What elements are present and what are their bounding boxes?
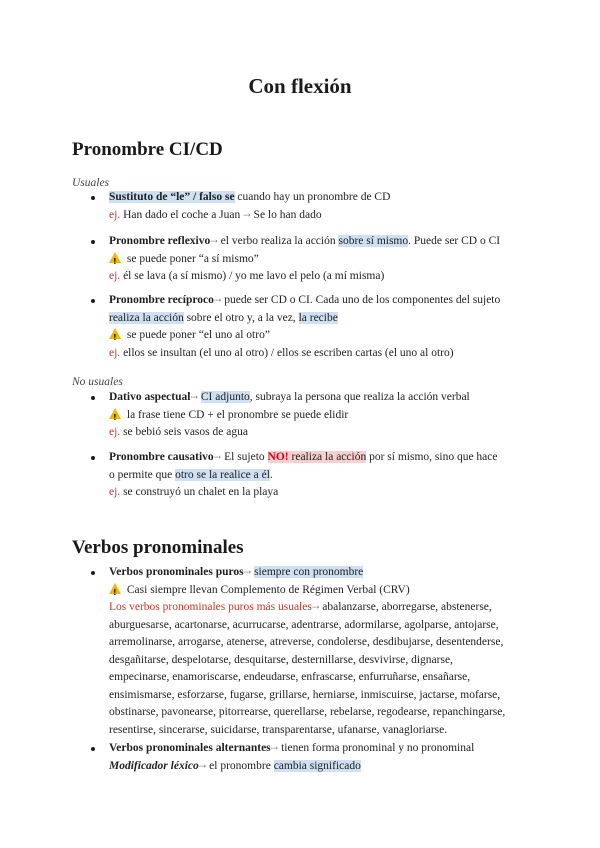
term: Pronombre recíproco bbox=[109, 294, 214, 306]
subheading-no-usuales: No usuales bbox=[72, 376, 123, 388]
text: . Puede ser CD o CI bbox=[408, 235, 501, 247]
term: Modificador léxico bbox=[109, 759, 199, 772]
example-label: ej. bbox=[109, 346, 121, 359]
arrow-icon: ⇢ bbox=[243, 209, 251, 220]
term: Verbos pronominales puros bbox=[109, 566, 244, 578]
example-text: él se lava (a sí mismo) / yo me lavo el pelo (a mí misma) bbox=[120, 270, 385, 282]
text: El sujeto bbox=[221, 451, 268, 463]
highlight: siempre con pronombre bbox=[254, 566, 364, 578]
arrow-icon: ⇢ bbox=[213, 452, 222, 462]
highlight: la recibe bbox=[298, 311, 338, 324]
warning-icon bbox=[109, 328, 121, 339]
text: cuando hay un pronombre de CD bbox=[234, 191, 391, 203]
list-item bbox=[109, 189, 529, 224]
list-item bbox=[109, 564, 529, 739]
warning-icon bbox=[109, 408, 121, 419]
example-label: ej. bbox=[109, 270, 121, 282]
bullet bbox=[91, 196, 95, 200]
term: Pronombre reflexivo bbox=[109, 235, 211, 247]
bullet bbox=[91, 456, 95, 460]
highlight-red: realiza la acción bbox=[288, 451, 367, 463]
verb-list-line: ensimismarse, esforzarse, fugarse, grillarse, herniarse, inmiscuirse, jactarse, mofarse, bbox=[109, 688, 501, 701]
verb-list-line: empecinarse, enamoriscarse, endeudarse, enfrascarse, enfurruñarse, ensañarse, bbox=[109, 671, 471, 683]
text: o permite que bbox=[109, 468, 176, 481]
arrow-icon: ⇢ bbox=[243, 567, 252, 577]
text: por sí mismo, sino que hace bbox=[366, 451, 498, 463]
warning-icon bbox=[109, 583, 121, 594]
arrow-icon: ⇢ bbox=[210, 236, 218, 246]
arrow-icon: ⇢ bbox=[213, 295, 222, 305]
warning-text: Casi siempre llevan Complemento de Régimen Verbal (CRV) bbox=[124, 583, 410, 596]
example-label: ej. bbox=[109, 486, 121, 498]
term: Sustituto de “le” / falso se bbox=[109, 191, 235, 203]
example-text: se bebió seis vasos de agua bbox=[120, 426, 248, 438]
example-text: ellos se insultan (el uno al otro) / ellos se escriben cartas (el uno al otro) bbox=[120, 346, 454, 359]
term: Pronombre causativo bbox=[109, 451, 214, 463]
highlight: cambia significado bbox=[273, 759, 361, 772]
warning-text: la frase tiene CD + el pronombre se puede elidir bbox=[124, 408, 349, 421]
bullet bbox=[91, 396, 95, 400]
red-label: Los verbos pronominales puros más usuales bbox=[109, 601, 312, 613]
example-label: ej. bbox=[109, 208, 121, 221]
verb-list-line: arremolinarse, arrogarse, atenerse, atreverse, condolerse, desdibujarse, desentenderse, bbox=[109, 636, 504, 648]
arrow-icon: ⇢ bbox=[270, 743, 279, 753]
page-title: Con flexión bbox=[248, 74, 352, 98]
term: Verbos pronominales alternantes bbox=[109, 742, 271, 754]
warning-text: se puede poner “el uno al otro” bbox=[124, 329, 270, 341]
term: Dativo aspectual bbox=[109, 391, 191, 403]
section-heading-pronombre: Pronombre CI/CD bbox=[72, 139, 223, 160]
verb-list-line: aburguesarse, acartonarse, acurrucarse, adentrarse, adormilarse, agolparse, antojarse, bbox=[109, 618, 499, 631]
example-text: Han dado el coche a Juan bbox=[120, 208, 244, 221]
arrow-icon: ⇢ bbox=[198, 760, 207, 771]
highlight: CI adjunto bbox=[200, 391, 250, 403]
example-label: ej. bbox=[109, 426, 121, 438]
verb-list-line: desgañitarse, despelotarse, desquitarse, desternillarse, desvivirse, dignarse, bbox=[109, 653, 453, 666]
text: el verbo realiza la acción bbox=[217, 235, 339, 247]
section-heading-verbos: Verbos pronominales bbox=[72, 537, 244, 558]
subheading-usuales: Usuales bbox=[72, 177, 110, 189]
list-item bbox=[109, 449, 529, 502]
no-emphasis: NO! bbox=[267, 451, 289, 463]
text: , subraya la persona que realiza la acción verbal bbox=[249, 391, 470, 403]
highlight: sobre sí mismo bbox=[338, 235, 409, 247]
text: puede ser CD o CI. Cada uno de los componentes del sujeto bbox=[221, 294, 501, 306]
text: tienen forma pronominal y no pronominal bbox=[278, 742, 475, 754]
arrow-icon: ⇢ bbox=[190, 392, 199, 402]
list-item bbox=[109, 233, 529, 286]
highlight: otro se la realice a él bbox=[175, 468, 270, 481]
verb-list-line: abalanzarse, aborregarse, abstenerse, bbox=[319, 601, 492, 613]
verb-list-line: obstinarse, pavonearse, pitorrearse, querellarse, rebelarse, regodearse, repanchingarse, bbox=[109, 706, 506, 718]
list-item bbox=[109, 740, 529, 775]
text: . bbox=[269, 468, 273, 481]
warning-text: se puede poner “a sí mismo” bbox=[124, 252, 259, 265]
bullet bbox=[91, 571, 95, 575]
text: sobre el otro y, a la vez, bbox=[183, 311, 299, 324]
list-item bbox=[109, 292, 529, 362]
bullet bbox=[91, 747, 95, 751]
bullet bbox=[91, 299, 95, 303]
verb-list-line: resentirse, sincerarse, suicidarse, transparentarse, ufanarse, vanagloriarse. bbox=[109, 723, 448, 736]
arrow-icon: ⇢ bbox=[311, 602, 320, 612]
list-item bbox=[109, 389, 529, 442]
example-text: Se lo han dado bbox=[250, 208, 322, 221]
text: el pronombre bbox=[206, 759, 274, 772]
highlight: realiza la acción bbox=[109, 311, 184, 324]
warning-icon bbox=[109, 252, 121, 263]
bullet bbox=[91, 240, 95, 244]
example-text: se construyó un chalet en la playa bbox=[120, 486, 279, 498]
